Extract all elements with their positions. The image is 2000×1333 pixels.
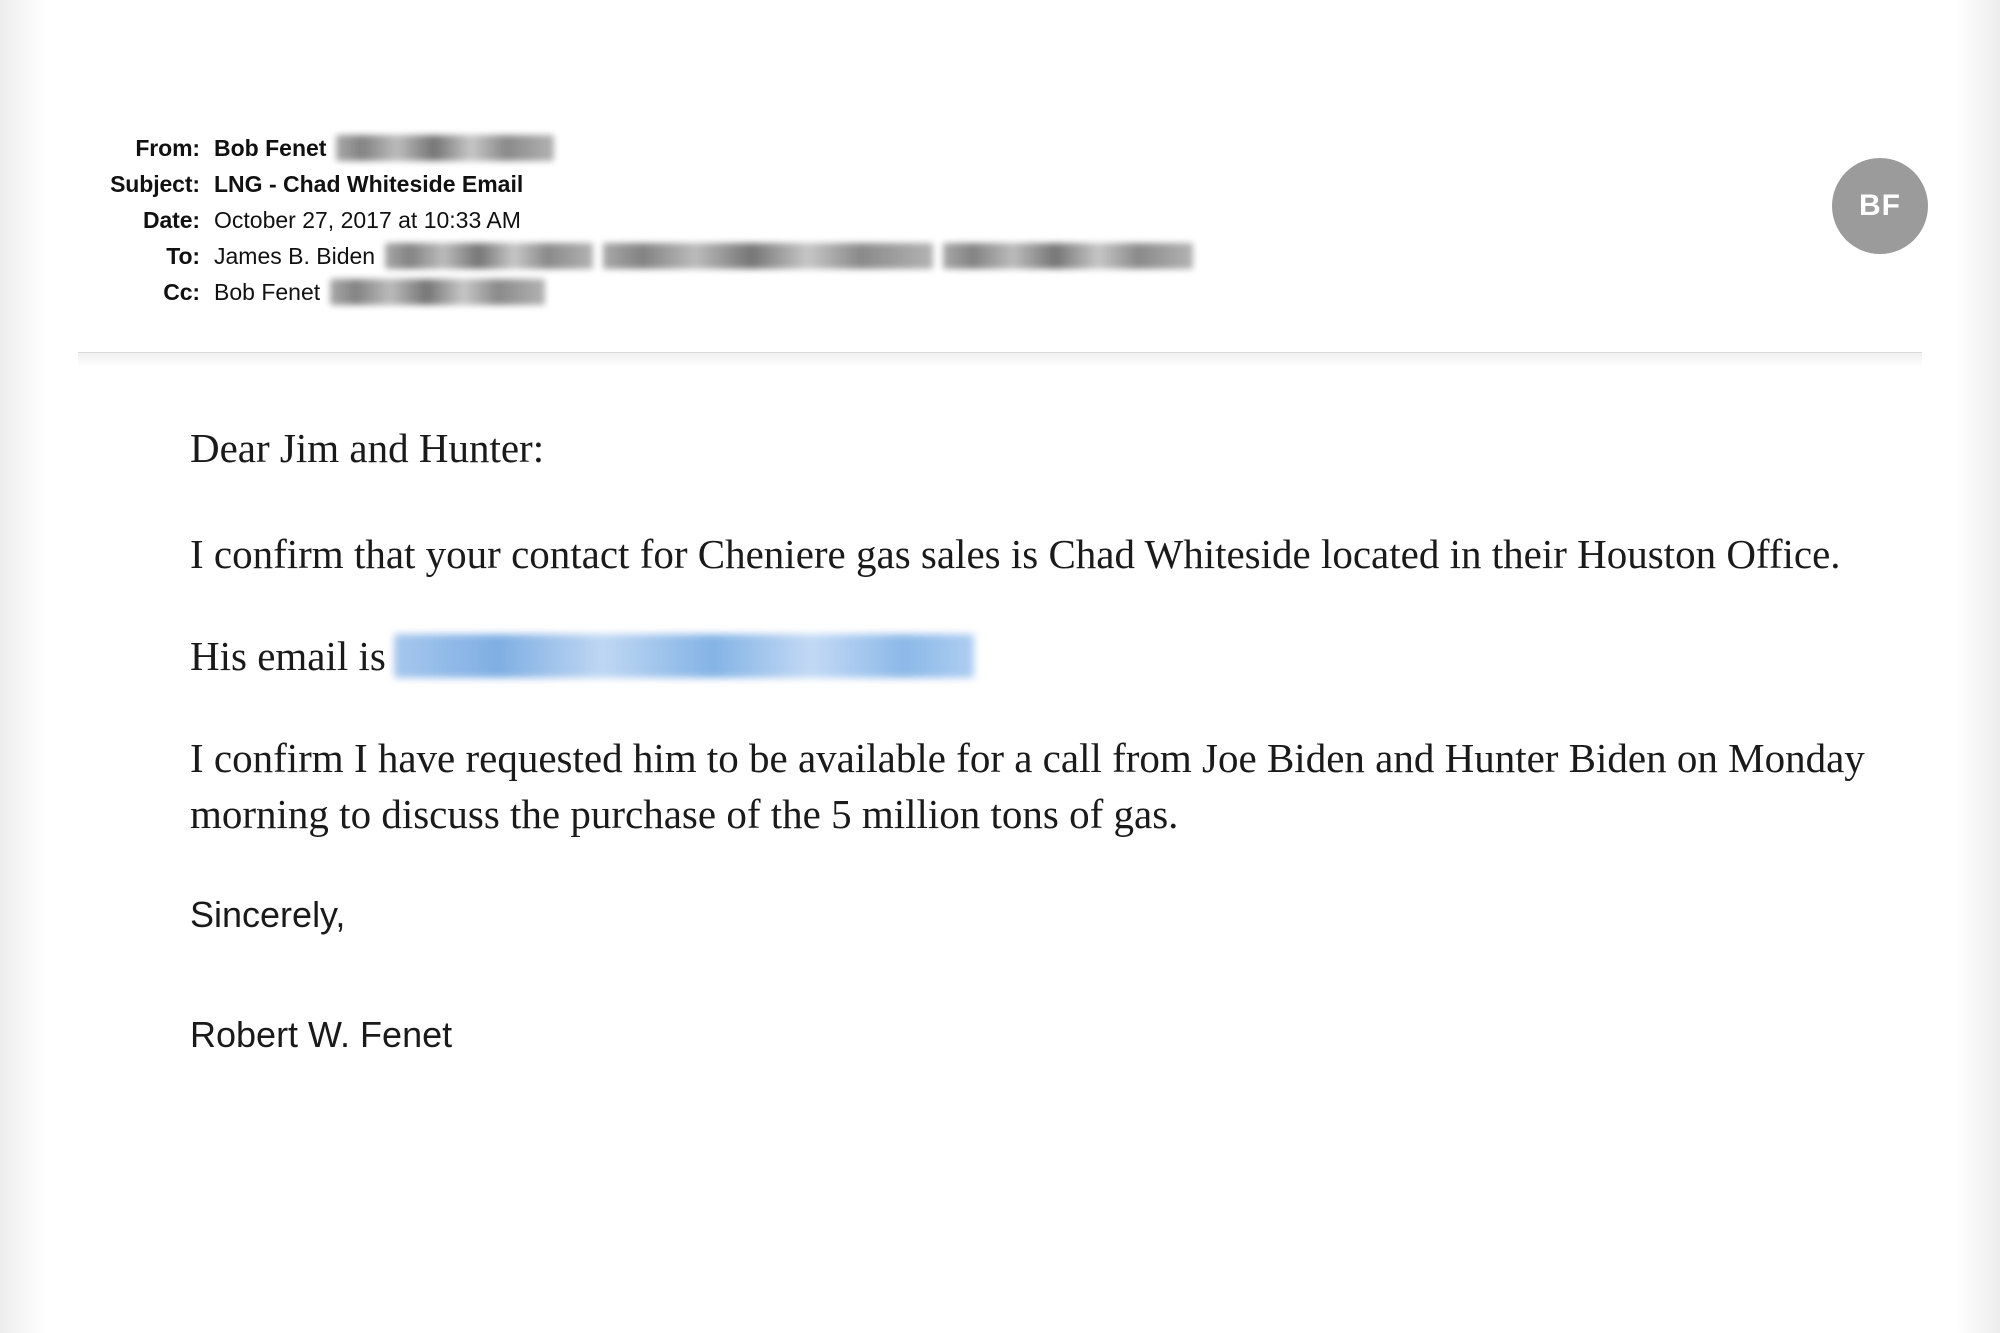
- subject-label: Subject:: [110, 171, 200, 197]
- header-row-cc: [78, 274, 1478, 310]
- header-divider-shadow: [78, 353, 1922, 367]
- email-body: [190, 420, 1890, 1060]
- cc-name: Bob Fenet: [214, 279, 321, 305]
- subject-value: LNG - Chad Whiteside Email: [214, 171, 524, 197]
- body-greeting: Dear Jim and Hunter:: [190, 425, 545, 471]
- header-row-date: [78, 202, 1478, 238]
- body-signature: Robert W. Fenet: [190, 1014, 453, 1055]
- header-row-from: [78, 130, 1478, 166]
- date-label: Date:: [142, 207, 200, 233]
- redaction-bar-to-email-2: [603, 243, 933, 269]
- avatar: BF: [1832, 158, 1928, 254]
- redaction-bar-body-email: [394, 634, 974, 678]
- to-label: To:: [166, 243, 200, 269]
- to-value: [214, 238, 1193, 274]
- cc-value: [214, 274, 545, 310]
- redaction-bar-to-email-1: [385, 243, 593, 269]
- email-header-fields: [78, 130, 1478, 310]
- from-name: Bob Fenet: [214, 135, 327, 161]
- to-name: James B. Biden: [214, 243, 376, 269]
- date-value: October 27, 2017 at 10:33 AM: [214, 207, 521, 233]
- body-email-line: [190, 628, 1880, 684]
- body-paragraph-2: I confirm I have requested him to be available for a call from Joe Biden and Hunter Biden on Monday morning to discuss the purchase of the 5 million tons of gas.: [190, 735, 1865, 837]
- email-header: [78, 130, 1928, 310]
- from-value: [214, 130, 554, 166]
- cc-label: Cc:: [163, 279, 200, 305]
- header-row-subject: [78, 166, 1478, 202]
- redaction-bar-cc-email: [330, 279, 545, 305]
- body-paragraph-1: I confirm that your contact for Cheniere gas sales is Chad Whiteside located in their Houston Office.: [190, 531, 1841, 577]
- body-sign-off: Sincerely,: [190, 894, 346, 935]
- redaction-bar-to-email-3: [943, 243, 1193, 269]
- redaction-bar-from-email: [336, 135, 554, 161]
- header-row-to: [78, 238, 1478, 274]
- body-email-lead: His email is: [190, 633, 386, 679]
- from-label: From:: [135, 135, 200, 161]
